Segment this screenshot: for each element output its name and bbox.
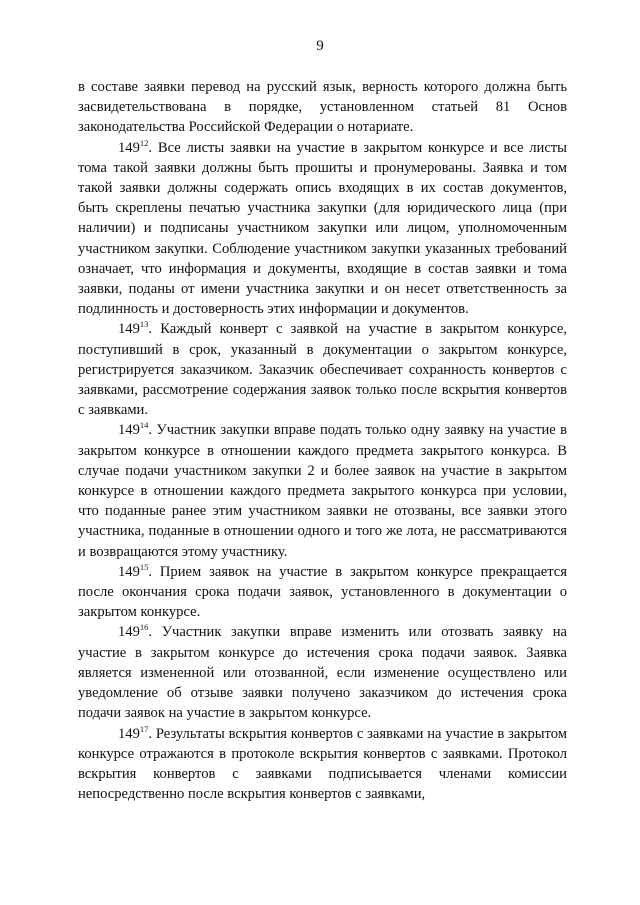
paragraph-149-17 (78, 724, 567, 805)
paragraph-continuation (78, 77, 567, 138)
document-body (78, 77, 567, 804)
paragraph-text: . Прием заявок на участие в закрытом конкурсе прекращается после окончания срока подачи заявок, установленного в документации о закрытом конкурсе. (78, 563, 567, 621)
paragraph-text: . Участник закупки вправе подать только одну заявку на участие в закрытом конкурсе в отношении каждого предмета закрытого конкурса. В случае подачи участником закупки 2 и более заявок на участие в закрытом конкурсе в отношении каждого предмета закрытого конкурса при условии, что поданные ранее этим участником заявки не отозваны, все заявки этого участника, поданные в отношении одного и того же лота, не рассматриваются и возвращаются этому участнику. (78, 422, 567, 560)
paragraph-text: . Все листы заявки на участие в закрытом конкурсе и все листы тома такой заявки должны быть прошиты и пронумерованы. Заявка и том такой заявки должны содержать опись входящих в их состав документов, быть скреплены печатью участника закупки (для юридического лица (при наличии) и подписаны участником закупки или лицом, уполномоченным участником закупки. Соблюдение участником закупки указанных требований означает, что информация и документы, входящие в состав заявки и тома заявки, поданы от имени участника закупки и он несет ответственность за подлинность и достоверность этих информации и документов. (78, 139, 567, 318)
paragraph-149-12 (78, 138, 567, 320)
clause-superscript: 17 (139, 723, 149, 734)
paragraph-text: . Результаты вскрытия конвертов с заявками на участие в закрытом конкурсе отражаются в протоколе вскрытия конвертов с заявками. Протокол вскрытия конвертов с заявками подписывается членами комиссии непосредственно после вскрытия конвертов с заявками, (78, 725, 567, 803)
paragraph-149-15 (78, 562, 567, 623)
clause-number: $149^{15}$ (118, 561, 149, 580)
paragraph-149-14 (78, 420, 567, 561)
clause-superscript: 13 (139, 319, 149, 330)
clause-superscript: 12 (139, 137, 149, 148)
paragraph-149-13 (78, 319, 567, 420)
page-number: 9 (316, 38, 324, 54)
clause-number: $149^{17}$ (118, 723, 149, 742)
clause-superscript: 16 (139, 622, 149, 633)
paragraph-text: . Каждый конверт с заявкой на участие в закрытом конкурсе, поступивший в срок, указанный в документации о закрытом конкурсе, регистрируется заказчиком. Заказчик обеспечивает сохранность конвертов с заявками, рассмотрение содержания заявок только после вскрытия конвертов с заявками. (78, 321, 567, 419)
clause-number: $149^{13}$ (118, 319, 149, 338)
clause-number: $149^{12}$ (118, 137, 149, 156)
clause-number: $149^{16}$ (118, 622, 149, 641)
paragraph-text: в составе заявки перевод на русский язык, верность которого должна быть засвидетельствована в порядке, установленном статьей 81 Основ законодательства Российской Федерации о нотариате. (78, 79, 567, 136)
paragraph-text: . Участник закупки вправе изменить или отозвать заявку на участие в закрытом конкурсе до истечения срока подачи заявок. Заявка является измененной или отозванной, если изменение осуществлено или уведомление об отзыве заявки получено заказчиком до истечения срока подачи заявок на участие в закрытом конкурсе. (78, 624, 567, 722)
clause-number: $149^{14}$ (118, 420, 149, 439)
paragraph-149-16 (78, 622, 567, 723)
clause-superscript: 15 (139, 561, 149, 572)
clause-superscript: 14 (139, 420, 149, 431)
